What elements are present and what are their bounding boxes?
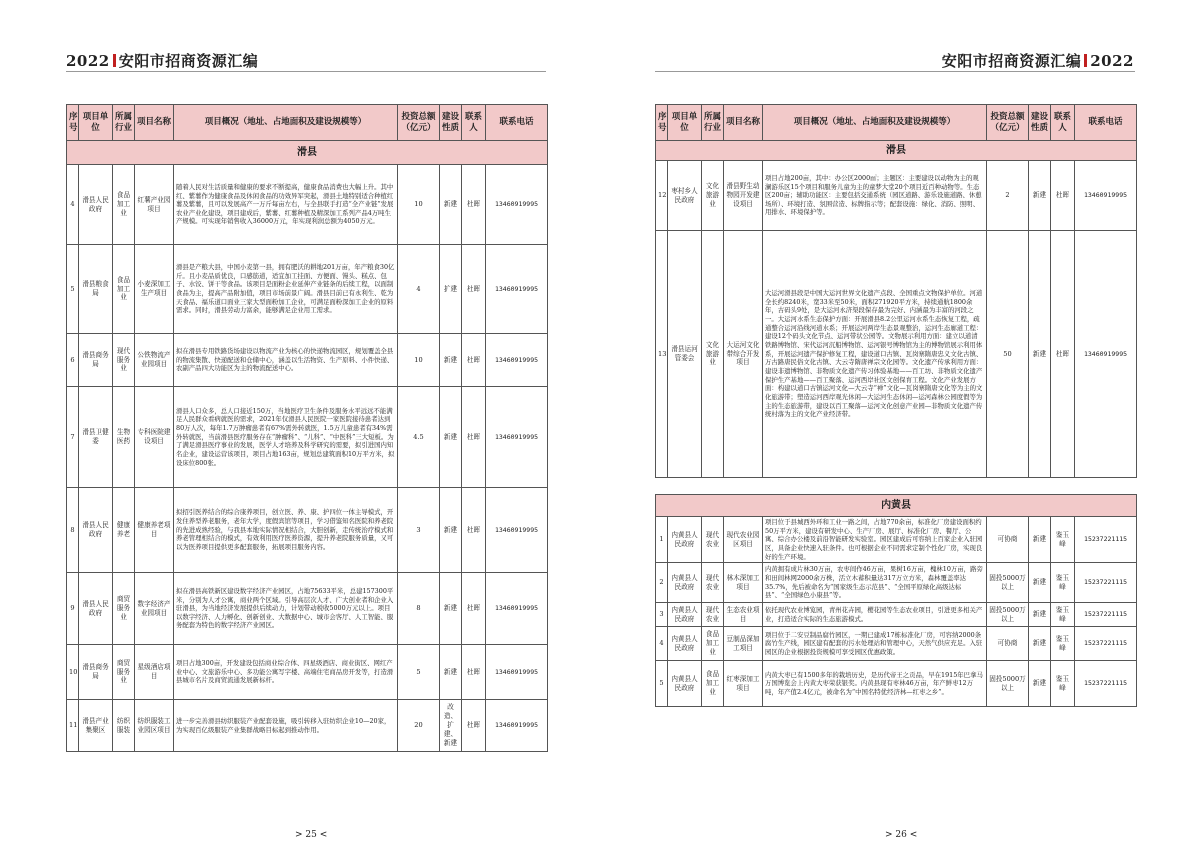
row-no: 1 [656,517,668,563]
row-contact: 杜晖 [462,573,486,645]
right-page-number: > 26 < [885,830,918,840]
table-header-row [656,105,1137,141]
row-nature: 新建 [1029,627,1051,661]
row-invest: 3 [398,488,440,573]
row-contact: 杜晖 [462,488,486,573]
row-invest: 4.5 [398,387,440,488]
row-industry: 商贸服务业 [113,573,135,645]
header-red-bar [113,54,116,67]
row-unit: 滑县人民政府 [79,488,113,573]
row-overview: 项目占地200亩，其中：办公区2000㎡；主题区：主要建设以动物为主的观澜游乐区15个项目和服务儿童为主的童梦大堂20个项目近百种动物等。生态区200亩；辅助功能区：主要包括交通系统（园区道路、游乐设施道路、休憩场所）、环境打造、氛围营造、标牌指示等；配套设施：绿化、消防、照明、用排水、环境保护等。 [763,161,987,231]
col-header-industry: 所属行业 [113,105,135,141]
row-industry: 生物医药 [113,387,135,488]
row-phone: 13460919995 [486,573,548,645]
row-no: 3 [656,603,668,627]
table-row [67,645,548,700]
row-nature: 扩建 [440,245,462,334]
row-nature: 新建 [1029,603,1051,627]
row-unit: 内黄县人民政府 [668,603,702,627]
header-red-bar [1084,54,1087,67]
row-no: 5 [656,661,668,707]
row-overview: 滑县是产粮大县，中国小麦第一县，拥有肥沃的耕地201万亩，年产粮食30亿斤。且小麦品质优良，口感筋道，适宜加工挂面、方便面、馒头、糕点、包子、水饺、饼干等食品。该项目是面粉企业延伸产业链条的后续工程，以面制食品为主，提高产品附加值，项目市场前景广阔。滑县目前已有永利生、乾为天食品、福乐道口面业三家大型面粉加工企业，可满足面粉深加工企业的原料需求。同时，滑县劳动力富余，能够满足企业用工需求。 [174,245,398,334]
row-invest: 50 [987,231,1029,478]
row-nature: 新建 [440,334,462,387]
row-overview: 滑县人口众多，总人口接近150万，当地医疗卫生条件及服务水平远远不能满足人民群众看病就医的需求，2021年仅滑县人民医院一家医院接待患者达到80万人次，每年1.7万肿瘤患者有67%需外转就医，1.5万儿童患者有34%需外转就医，当前滑县医疗服务存在“肿瘤科”、“儿科”、“中医科”三大短板。为了满足滑县医疗事业的发展，医学人才培养及科学研究的需要，拟引进国内知名企业，建设运营该项目，项目占地163亩，规划总建筑面积10万平方米，拟设床位800张。 [174,387,398,488]
row-invest: 2 [987,161,1029,231]
table-row [67,573,548,645]
row-name: 公铁物流产业园项目 [135,334,174,387]
row-phone: 15237221115 [1075,517,1137,563]
row-unit: 内黄县人民政府 [668,563,702,603]
row-invest: 固投5000万以上 [987,603,1029,627]
row-unit: 枣村乡人民政府 [668,161,702,231]
col-header-overview: 项目概况（地址、占地面积及建设规模等） [174,105,398,141]
section-row [67,141,548,165]
col-header-name: 项目名称 [724,105,763,141]
row-invest: 20 [398,700,440,752]
row-phone: 13460919995 [486,334,548,387]
row-industry: 纺织服装 [113,700,135,752]
right-header-year: 2022 [1090,52,1134,70]
row-unit: 内黄县人民政府 [668,517,702,563]
row-phone: 13460919995 [486,488,548,573]
row-name: 生态农业项目 [724,603,763,627]
section-title: 滑县 [656,141,1137,161]
row-no: 4 [656,627,668,661]
right-page-header [942,50,1134,71]
col-header-name: 项目名称 [135,105,174,141]
right-projects-table-2 [655,494,1137,707]
table-row [656,231,1137,478]
row-unit: 滑县商务局 [79,334,113,387]
row-overview: 内黄拥有成片林30万亩，农枣间作46万亩，果树16万亩，槐林10万亩，路旁和田间林网2000余万株，活立木蓄积量达317万立方米，森林覆盖率达35.7%，先后被命名为“国家级生态示范县”、“全国平原绿化高级达标县”、“全国绿色小康县”等。 [763,563,987,603]
row-name: 纺织服装工业园区项目 [135,700,174,752]
row-industry: 文化旅游业 [702,161,724,231]
row-name: 豆制品深加工项目 [724,627,763,661]
row-name: 滑县野生动物园开发建设项目 [724,161,763,231]
row-contact: 鉴玉峰 [1051,563,1075,603]
row-contact: 杜晖 [1051,231,1075,478]
row-no: 5 [67,245,79,334]
table-row [67,488,548,573]
row-overview: 项目占地300亩，开发建设包括商业综合体、四星级酒店、商业街区、网红产业中心、文旅游乐中心、多功能公寓写字楼、高端住宅商品房开发等，打造滑县城市名片及商贸流通发展新标杆。 [174,645,398,700]
row-overview: 内黄大枣已有1500多年的栽培历史，是历代帝王之贡品，早在1915年巴拿马万国博览会上内黄大枣荣获银奖。内黄县现有枣林46万亩，年产鲜枣12万吨，年产值2.4亿元，被命名为“中国名特优经济林—红枣之乡”。 [763,661,987,707]
table-row [656,161,1137,231]
section-title: 滑县 [67,141,548,165]
row-phone: 15237221115 [1075,603,1137,627]
col-header-nature: 建设性质 [440,105,462,141]
row-invest: 5 [398,645,440,700]
section-title: 内黄县 [656,495,1137,517]
left-projects-table [66,104,548,752]
row-overview: 大运河滑县段是中国大运河世界文化遗产点段、全国重点文物保护单位。河道全长约8240米，宽33米至50米，面积271920平方米，持续通航1800余年，古码头9处，是大运河永济渠段保存最为完好、内涵最为丰富的河段之一。大运河水系生态保护方面：开展滑县8.2公里运河水系生态恢复工程，疏通整合运河沿线河道水系；开展运河两岸生态景观整治，运河生态廊道工程：建设12个码头文化节点、运河带状公园等。文物展示利用方面：建立以道清铁路博物馆、宋代运河沉船博物馆、运河银号博物馆为主的博物馆展示利用体系，开展运河遗产保护修复工程，建设道口古镇、瓦岗寨隋唐忠义文化古镇、万古路唐民俗文化古镇、大云寺隋唐禅宗文化园等。文化遗产传承利用方面：建设非遗博物馆、非物质文化遗产传习体验基地——百工坊、非物质文化遗产保护生产基地——百工聚落、运河西岸社区文创保育工程。文化产业发展方面：构建以道口古镇运河文化—大云寺“禅”文化—瓦岗寨隋唐文化等为主的文化旅游带；塑造运河西岸观光休闲—大运河生态休闲—运河森林公园度假等为主的生态旅游带，建设以百工聚落—运河文化创意产业园—非物质文化遗产传统村落为主的文化产业经济带。 [763,231,987,478]
row-unit: 滑县卫健委 [79,387,113,488]
row-name: 林木深加工项目 [724,563,763,603]
row-invest: 可协商 [987,627,1029,661]
row-no: 7 [67,387,79,488]
row-nature: 新建 [440,645,462,700]
row-contact: 鉴玉峰 [1051,661,1075,707]
row-name: 健康养老项目 [135,488,174,573]
right-projects-table-1 [655,104,1137,478]
col-header-nature: 建设性质 [1029,105,1051,141]
row-no: 4 [67,165,79,245]
row-unit: 滑县产业集聚区 [79,700,113,752]
left-page-header [66,50,258,71]
row-name: 小麦深加工生产项目 [135,245,174,334]
table-row [67,700,548,752]
table-row [67,387,548,488]
table-row [67,245,548,334]
row-industry: 现代农业 [702,517,724,563]
row-unit: 滑县商务局 [79,645,113,700]
row-nature: 新建 [440,165,462,245]
row-invest: 4 [398,245,440,334]
row-name: 大运河文化带综合开发项目 [724,231,763,478]
row-nature: 新建 [1029,517,1051,563]
row-industry: 食品加工业 [113,245,135,334]
row-phone: 13460919995 [486,700,548,752]
col-header-no: 序号 [656,105,668,141]
row-phone: 13460919995 [1075,231,1137,478]
row-industry: 健康养老 [113,488,135,573]
row-industry: 文化旅游业 [702,231,724,478]
row-unit: 滑县人民政府 [79,165,113,245]
col-header-invest: 投资总额（亿元） [398,105,440,141]
row-contact: 鉴玉峰 [1051,517,1075,563]
table-row [656,563,1137,603]
left-header-rule [66,71,546,72]
row-nature: 新建 [1029,661,1051,707]
row-contact: 杜晖 [462,700,486,752]
section-row [656,495,1137,517]
row-nature: 新建 [1029,231,1051,478]
row-industry: 食品加工业 [113,165,135,245]
row-name: 红枣深加工项目 [724,661,763,707]
row-nature: 新建 [1029,563,1051,603]
row-phone: 13460919995 [486,645,548,700]
row-name: 现代农业园区项目 [724,517,763,563]
row-name: 星级酒店项目 [135,645,174,700]
col-header-industry: 所属行业 [702,105,724,141]
row-nature: 新建 [440,488,462,573]
row-phone: 15237221115 [1075,627,1137,661]
row-unit: 滑县运河管委会 [668,231,702,478]
table-row [67,334,548,387]
col-header-unit: 项目单位 [79,105,113,141]
row-no: 6 [67,334,79,387]
row-contact: 杜晖 [1051,161,1075,231]
row-unit: 内黄县人民政府 [668,627,702,661]
col-header-unit: 项目单位 [668,105,702,141]
row-no: 13 [656,231,668,478]
row-unit: 内黄县人民政府 [668,661,702,707]
row-industry: 商贸服务业 [113,645,135,700]
col-header-phone: 联系电话 [486,105,548,141]
row-name: 数字经济产业园项目 [135,573,174,645]
row-overview: 项目位于县城西外环和工业一路之间，占地770余亩，标准化厂房建设面积约50万平方米，建设有研发中心、生产厂房、展厅、标准化厂房、餐厅、公寓、综合办公楼及前沿智能研发实验室。园区建成后可容纳上百家企业入驻园区，具备企业快速入驻条件。也可根据企业不同需求定制个性化厂房，实现良好的生产环境。 [763,517,987,563]
row-contact: 杜晖 [462,165,486,245]
col-header-overview: 项目概况（地址、占地面积及建设规模等） [763,105,987,141]
col-header-invest: 投资总额（亿元） [987,105,1029,141]
row-overview: 项目位于二安豆制品腐竹园区，一期已建成17栋标准化厂房，可容纳2000条腐竹生产线，园区建有配套的污水处理站和管理中心，天然气供应充足。入驻园区的企业根据投资规模可享受园区优惠政策。 [763,627,987,661]
row-contact: 杜晖 [462,645,486,700]
right-header-rule [655,71,1135,72]
row-industry: 现代服务业 [113,334,135,387]
left-header-year: 2022 [66,52,110,70]
row-phone: 15237221115 [1075,661,1137,707]
row-industry: 现代农业 [702,603,724,627]
row-overview: 拟在滑县高铁新区建设数字经济产业园区，占地75633平米，总建157300平米，分别为人才公寓，商业两个区域。引导高层次人才、广大创业者和企业入驻滑县，为当地经济发展提供后续动力，计划带动税收5000万元以上。项目以数字经济、人力孵化、创新创业、大数据中心、城市会客厅、人工智能、服务配套为特色的数字经济产业园区。 [174,573,398,645]
row-no: 10 [67,645,79,700]
table-row [656,627,1137,661]
row-overview: 进一步完善滑县纺织服装产业配套设施，吸引转移入驻纺织企业10—20家，为实现百亿级服装产业集群战略目标起到推动作用。 [174,700,398,752]
row-no: 11 [67,700,79,752]
col-header-contact: 联系人 [1051,105,1075,141]
table-header-row [67,105,548,141]
row-contact: 杜晖 [462,334,486,387]
row-nature: 新建 [440,387,462,488]
table-row [656,661,1137,707]
row-phone: 13460919995 [486,387,548,488]
col-header-phone: 联系电话 [1075,105,1137,141]
row-industry: 食品加工业 [702,627,724,661]
row-name: 红薯产业园项目 [135,165,174,245]
row-contact: 杜晖 [462,245,486,334]
row-invest: 10 [398,165,440,245]
row-invest: 固投5000万以上 [987,661,1029,707]
row-invest: 固投5000万以上 [987,563,1029,603]
table-row [67,165,548,245]
row-no: 2 [656,563,668,603]
row-nature: 新建 [1029,161,1051,231]
col-header-contact: 联系人 [462,105,486,141]
row-phone: 13460919995 [1075,161,1137,231]
row-no: 12 [656,161,668,231]
row-nature: 改造、扩建、新建 [440,700,462,752]
row-invest: 10 [398,334,440,387]
table-row [656,603,1137,627]
row-unit: 滑县粮食局 [79,245,113,334]
row-invest: 8 [398,573,440,645]
row-overview: 拟在滑县专用铁路货场建设以物流产业为核心的快递物流园区，规划覆盖全县的物流集散、快递配送和仓储中心，涵盖以生活物资、生产原料、小件快递、农副产品四大功能区为主的物流配送中心。 [174,334,398,387]
right-header-title: 安阳市招商资源汇编 [941,52,1082,70]
row-contact: 鉴玉峰 [1051,603,1075,627]
row-overview: 随着人民对生活质量和健康的要求不断提高，健康食品消费也大幅上升。其中红、紫薯作为健康食品及休闲食品的功效异军突起，滑县土地特别适合种植红薯及紫薯，且可以发展高产一万斤每亩左右，与全县联手打造“全产业链”发展农业产业化建设，项目建成后，紫薯、红薯种植及精深加工系列产品4万吨生产规模。可实现年销售收入36000万元，年实现利润总额为4050万元。 [174,165,398,245]
row-invest: 可协商 [987,517,1029,563]
row-overview: 依托现代农业博览园，青州花卉园，樱花园等生态农业项目，引进更多相关产业，打造适合实际的生态旅游模式。 [763,603,987,627]
row-no: 9 [67,573,79,645]
row-unit: 滑县人民政府 [79,573,113,645]
row-phone: 13460919995 [486,165,548,245]
row-contact: 鉴玉峰 [1051,627,1075,661]
row-nature: 新建 [440,573,462,645]
table-row [656,517,1137,563]
row-name: 专科医院建设项目 [135,387,174,488]
row-phone: 13460919995 [486,245,548,334]
row-no: 8 [67,488,79,573]
row-overview: 拟招引医养结合的综合康养项目，创立医、养、康、护四位一体主导模式，开发住养型养老服务，老年大学，度假宾馆等项目，学习借鉴知名医院和养老院的先进成熟经验，与我县本地实际情况相结合，大胆创新，走传统治疗模式和养老管理相结合的模式，有效利用医疗医养资源，提升养老院服务质量，又可以为医养项目提供更多配套服务，拓展项目服务内容。 [174,488,398,573]
section-row [656,141,1137,161]
row-industry: 食品加工业 [702,661,724,707]
row-contact: 杜晖 [462,387,486,488]
row-industry: 现代农业 [702,563,724,603]
row-phone: 15237221115 [1075,563,1137,603]
left-header-title: 安阳市招商资源汇编 [118,52,259,70]
col-header-no: 序号 [67,105,79,141]
left-page-number: > 25 < [295,830,328,840]
